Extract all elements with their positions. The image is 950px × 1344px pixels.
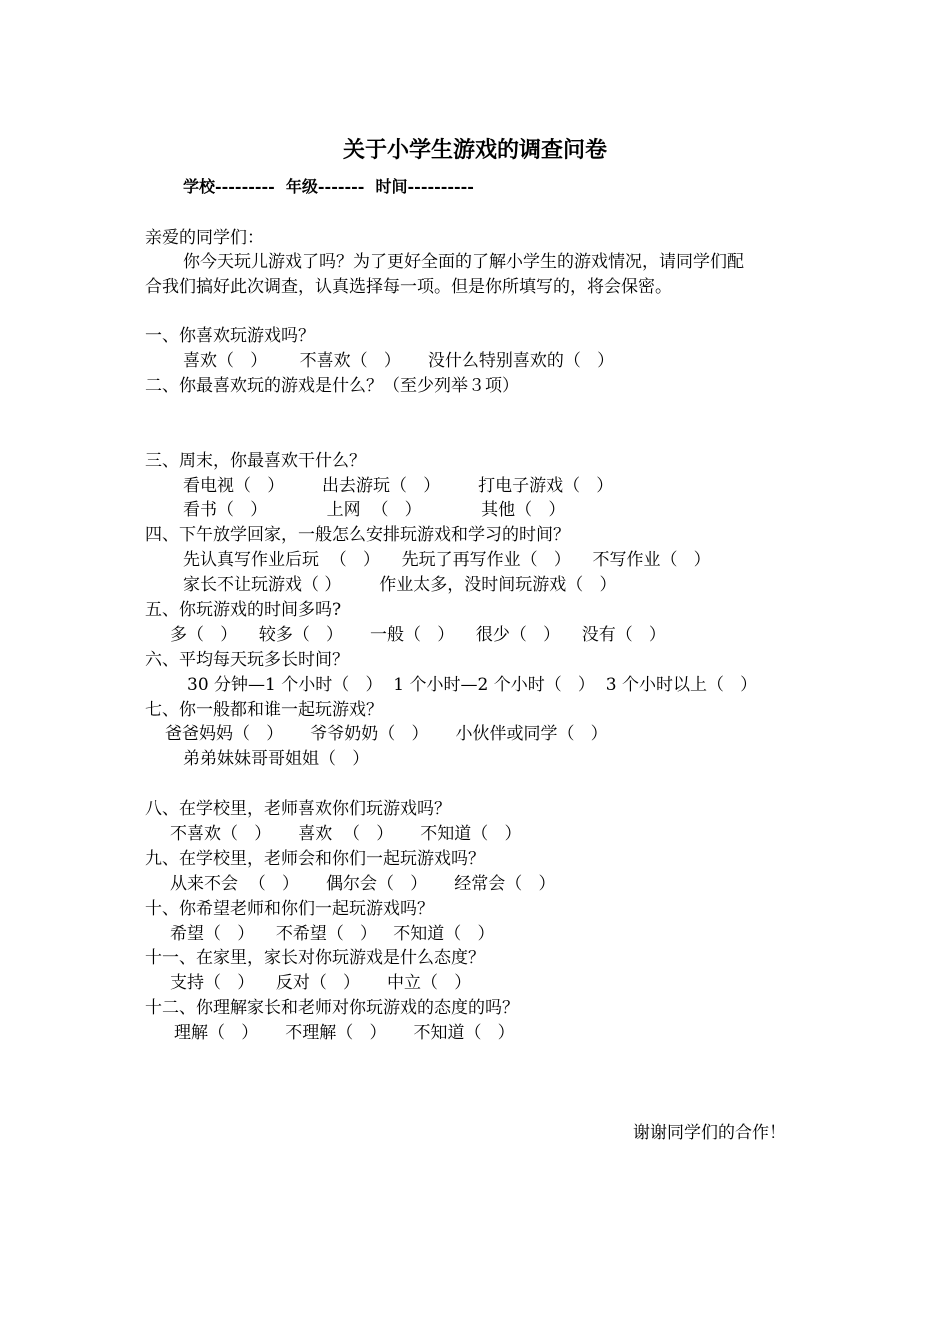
closing-thanks: 谢谢同学们的合作！ (633, 1123, 786, 1143)
question-11-options: 支持（ ） 反对（ ） 中立（ ） (170, 973, 472, 993)
question-3-options: 看书（ ） 上网 （ ） 其他（ ） (183, 500, 566, 520)
question-6: 六、平均每天玩多长时间？ (145, 650, 349, 670)
question-4: 四、下午放学回家，一般怎么安排玩游戏和学习的时间？ (145, 525, 570, 545)
question-8-options: 不喜欢（ ） 喜欢 （ ） 不知道（ ） (170, 824, 522, 844)
question-1: 一、你喜欢玩游戏吗？ (145, 326, 315, 346)
page-title: 关于小学生游戏的调查问卷 (342, 137, 607, 163)
question-1-options: 喜欢（ ） 不喜欢（ ） 没什么特别喜欢的（ ） (183, 351, 615, 371)
question-3: 三、周末，你最喜欢干什么？ (145, 451, 366, 471)
question-12: 十二、你理解家长和老师对你玩游戏的态度的吗？ (145, 998, 519, 1018)
question-7-options: 弟弟妹妹哥哥姐姐（ ） (183, 749, 370, 769)
question-2: 二、你最喜欢玩的游戏是什么？（至少列举３项） (145, 376, 519, 396)
intro-line: 合我们搞好此次调查，认真选择每一项。但是你所填写的，将会保密。 (145, 277, 672, 297)
question-4-options: 先认真写作业后玩 （ ） 先玩了再写作业（ ） 不写作业（ ） (183, 550, 711, 570)
question-11: 十一、在家里，家长对你玩游戏是什么态度？ (145, 948, 485, 968)
question-10-options: 希望（ ） 不希望（ ） 不知道（ ） (170, 924, 495, 944)
question-7-options: 爸爸妈妈（ ） 爷爷奶奶（ ） 小伙伴或同学（ ） (165, 724, 608, 744)
question-4-options: 家长不让玩游戏（ ） 作业太多，没时间玩游戏（ ） (183, 575, 617, 595)
question-10: 十、你希望老师和你们一起玩游戏吗？ (145, 899, 434, 919)
question-9-options: 从来不会 （ ） 偶尔会（ ） 经常会（ ） (170, 874, 556, 894)
question-3-options: 看电视（ ） 出去游玩（ ） 打电子游戏（ ） (183, 476, 614, 496)
question-5-options: 多（ ） 较多（ ） 一般（ ） 很少（ ） 没有（ ） (170, 625, 666, 645)
question-8: 八、在学校里，老师喜欢你们玩游戏吗？ (145, 799, 451, 819)
intro-line: 你今天玩儿游戏了吗？为了更好全面的了解小学生的游戏情况，请同学们配 (183, 252, 744, 272)
question-12-options: 理解（ ） 不理解（ ） 不知道（ ） (174, 1023, 515, 1043)
school-grade-time-line: 学校--------- 年级------- 时间---------- (183, 177, 474, 196)
question-6-options: 30 分钟—1 个小时（ ） 1 个小时—2 个小时（ ） 3 个小时以上（ ） (187, 675, 758, 695)
question-5: 五、你玩游戏的时间多吗? (145, 600, 342, 620)
greeting: 亲爱的同学们： (145, 228, 264, 248)
question-7: 七、你一般都和谁一起玩游戏？ (145, 700, 383, 720)
question-9: 九、在学校里，老师会和你们一起玩游戏吗？ (145, 849, 485, 869)
